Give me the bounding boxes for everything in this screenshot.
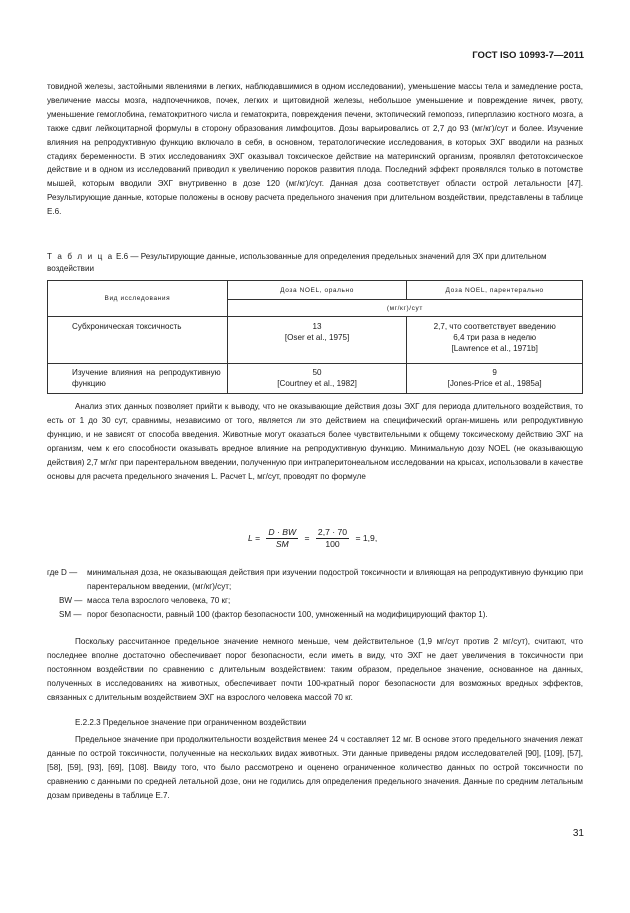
definition-term: SM — bbox=[59, 609, 82, 619]
oral-ref: [Oser et al., 1975] bbox=[284, 333, 350, 342]
table-caption-text: Е.6 — Результирующие данные, использованные для определения предельных значений для ЭХ при длительном воздействии bbox=[47, 252, 547, 273]
par-line1: 9 bbox=[492, 368, 497, 377]
formula-eq: = bbox=[304, 532, 310, 543]
analysis-paragraph: Анализ этих данных позволяет прийти к выводу, что не оказывающие действия дозы ЭХГ для периода длительного воздействия, то есть от 1 до 30 сут, сравнимы, независимо от того, является ли это действием на специфический орган-мишень или репродуктивную функцию, и не зависят от способа введения. Животные могут оказаться более чувствительными к общему токсическому действию ЭХГ на организм, чем к его способности оказывать вредное влияние на репродуктивную функцию. Минимальную дозу NOEL (не оказывающую действия) 2,7 мг/кг при парентеральном введении, полученную при интраперитонеальном исследовании на крысах, использовали в качестве основы для расчета предельного значения L. Расчет L, мг/сут, проводят по формуле bbox=[47, 402, 583, 481]
table-caption-prefix: Т а б л и ц а bbox=[47, 252, 114, 261]
subsection-title: Е.2.2.3 Предельное значение при ограниченном воздействии bbox=[75, 718, 307, 727]
definition-item bbox=[47, 566, 583, 594]
fraction-symbolic bbox=[266, 527, 298, 550]
formula-num1: D · BW bbox=[268, 527, 297, 537]
formula bbox=[248, 527, 377, 557]
fraction-numeric bbox=[316, 527, 349, 550]
row-study: Изучение влияния на репродуктивную функцию bbox=[48, 364, 228, 394]
conclusion-paragraph: Поскольку рассчитанное предельное значение немного меньше, чем действительное (1,9 мг/сут против 2 мг/сут), считают, что последнее вполне достаточно обеспечивает порог безопасности, если иметь в виду, что ЭХГ не дает увеличения в токсичности при постоянном воздействии по сравнению с длительным воздействием: таким образом, предельное значение, основанное на данных, полученных в исследованиях на животных, обеспечивает почти 100-кратный порог безопасности для возможных вредных эффектов, связанных с длительным воздействием ЭХГ на взрослого человека массой 70 кг. bbox=[47, 637, 583, 702]
header-unit: (мг/кг)/сут bbox=[227, 300, 582, 317]
row-oral bbox=[227, 364, 407, 394]
oral-value: 50 bbox=[312, 368, 322, 377]
par-line2: 6,4 три раза в неделю bbox=[453, 333, 537, 342]
table-row bbox=[48, 364, 583, 394]
definition-term: где D — bbox=[47, 568, 78, 577]
row-parenteral bbox=[407, 364, 583, 394]
row-oral bbox=[227, 317, 407, 364]
formula-result: = 1,9, bbox=[355, 532, 378, 543]
definition-text: минимальная доза, не оказывающая действия при изучении подострой токсичности и влияющая на репродуктивную функцию при парентеральном введении, (мг/кг)/сут; bbox=[87, 568, 583, 591]
formula-den2: 100 bbox=[325, 539, 340, 549]
definition-text: порог безопасности, равный 100 (фактор безопасности 100, умноженный на модифицирующий фактор 1). bbox=[87, 609, 488, 619]
definition-item bbox=[47, 608, 583, 622]
par-line1: 2,7, что соответствует введению bbox=[433, 322, 556, 331]
limited-exposure-paragraph: Предельное значение при продолжительности воздействия менее 24 ч составляет 12 мг. В основе этого предельного значения лежат данные по острой токсичности, полученные на нескольких видах животных. Эти данные приведены рядом исследователей [90], [109], [57], [58], [59], [93], [69], [108]. Ввиду того, что было рассмотрено и оценено ограниченное количество данных по острой токсичности по сравнению с данными по средней летальной дозе, они не годились для определения предельного значения. Данные по средним летальным дозам приведены в таблице Е.7. bbox=[47, 735, 583, 800]
par-ref: [Lawrence et al., 1971b] bbox=[451, 344, 538, 353]
table-caption bbox=[47, 251, 583, 275]
definition-text: масса тела взрослого человека, 70 кг; bbox=[87, 595, 231, 605]
table-row bbox=[48, 317, 583, 364]
formula-den1: SM bbox=[275, 539, 289, 549]
oral-value: 13 bbox=[312, 322, 322, 331]
oral-ref: [Courtney et al., 1982] bbox=[277, 379, 357, 388]
definitions bbox=[47, 566, 583, 622]
page-number: 31 bbox=[572, 828, 584, 839]
row-study: Субхроническая токсичность bbox=[48, 317, 228, 364]
header-parenteral-dose: Доза NOEL, парентерально bbox=[407, 281, 583, 300]
results-table bbox=[47, 280, 583, 394]
par-ref: [Jones-Price et al., 1985a] bbox=[447, 379, 542, 388]
header-study-type: Вид исследования bbox=[48, 281, 228, 317]
intro-paragraph: товидной железы, застойными явлениями в легких, наблюдавшимися в одном исследовании), уменьшение массы тела и замедление роста, увеличение массы мозга, надпочечников, почек, легких и щитовидной железы, небольшое уменьшение и повреждение яичек, рвоту, уменьшение гемоглобина, гематокритного числа и гематокрита, повреждения печени, эктопический гемопоэз, гиперплазию костного мозга, а также сдвиг лейкоцитарной формулы в сторону образования лимфоцитов. Дозы варьировались от 2,7 до 93 (мг/кг)/сут и более. Изучение влияния на репродуктивную функцию включало в себя, в основном, тератологические исследования, в которых ЭХГ вводили на разных стадиях беременности. В этих исследованиях ЭХГ оказывал токсическое действие на материнский организм, проявлял фетотоксическое действие и в одном из исследований приводил к увеличению пороков развития плода. Последний эффект проявлялся только в потомстве мышей, которым вводили ЭХГ внутривенно в дозе 120 (мг/кг)/сут. Данная доза соответствует области острой летальности [47]. Результирующие данные, которые положены в основу расчета предельного значения при длительном воздействии, представлены в таблице Е.6. bbox=[47, 82, 583, 217]
definition-item bbox=[47, 594, 583, 608]
formula-num2: 2,7 · 70 bbox=[317, 527, 348, 537]
document-header: ГОСТ ISO 10993-7—2011 bbox=[472, 50, 584, 61]
definition-term: BW — bbox=[59, 595, 83, 605]
header-oral-dose: Доза NOEL, орально bbox=[227, 281, 407, 300]
row-parenteral bbox=[407, 317, 583, 364]
formula-lhs: L = bbox=[248, 532, 261, 543]
